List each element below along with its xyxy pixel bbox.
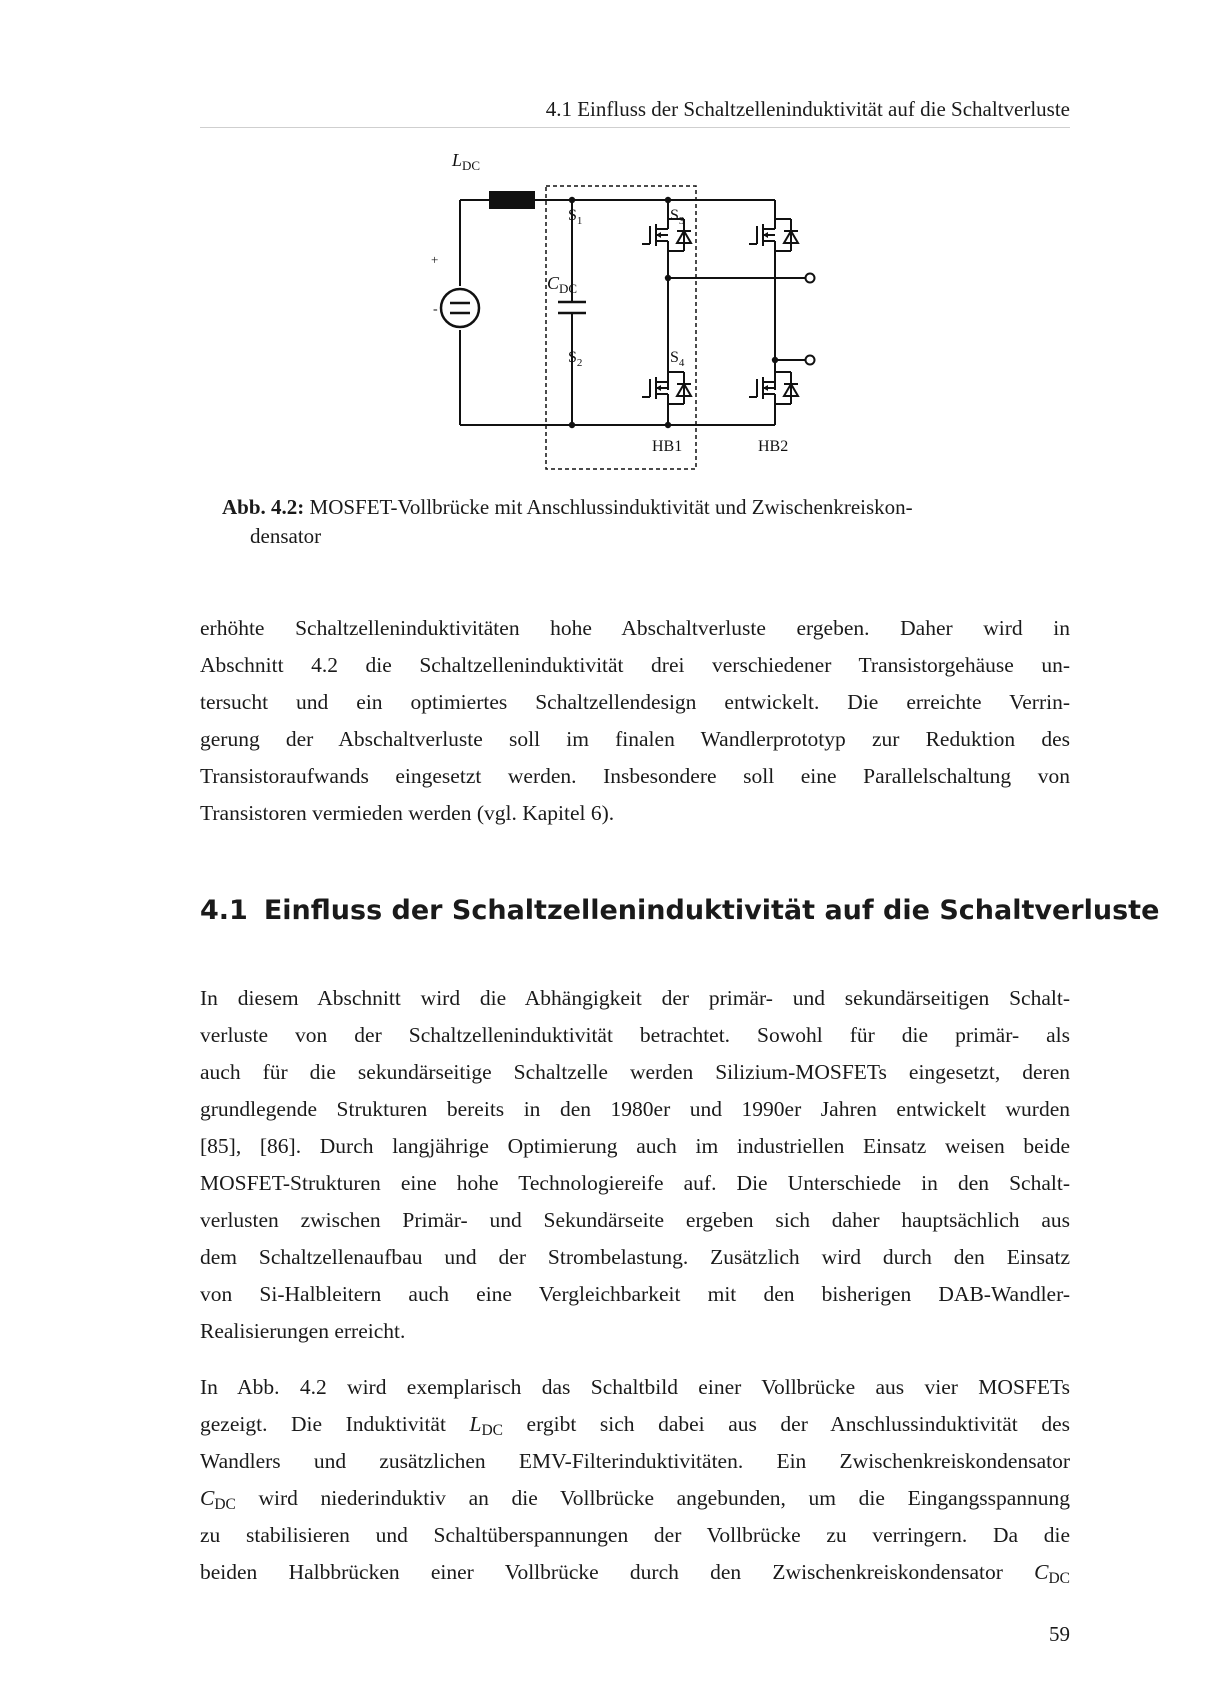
s2-label: $S_2$ bbox=[568, 349, 583, 369]
para1-line: Transistoraufwands eingesetzt werden. Insbesondere soll eine Parallelschaltung von bbox=[200, 764, 1070, 788]
para3-line: Wandlers und zusätzlichen EMV-Filterinduktivitäten. Ein Zwischenkreiskondensator bbox=[200, 1449, 1070, 1473]
section-heading bbox=[200, 894, 1160, 928]
para3-line: gezeigt. Die Induktivität $L_{DC}$ ergibt sich dabei aus der Anschlussinduktivität des bbox=[200, 1412, 1070, 1439]
mosfet-s3 bbox=[749, 215, 798, 255]
para1-line: gerung der Abschaltverluste soll im finalen Wandlerprototyp zur Reduktion des bbox=[200, 727, 1070, 751]
para3-line: $C_{DC}$ wird niederinduktiv an die Vollbrücke angebunden, um die Eingangsspannung bbox=[200, 1486, 1070, 1513]
s4-label: $S_4$ bbox=[670, 349, 685, 369]
capacitor-label: $C_{DC}$ bbox=[547, 273, 578, 296]
minus-sign: - bbox=[433, 302, 438, 317]
figure-caption bbox=[222, 493, 1052, 551]
caption-label: Abb. 4.2: bbox=[222, 495, 305, 519]
para2-line: verlusten zwischen Primär- und Sekundärseite ergeben sich daher hauptsächlich aus bbox=[200, 1208, 1070, 1232]
para3-line: In Abb. 4.2 wird exemplarisch das Schaltbild einer Vollbrücke aus vier MOSFETs bbox=[200, 1375, 1070, 1399]
para2-line: grundlegende Strukturen bereits in den 1980er und 1990er Jahren entwickelt wurden bbox=[200, 1097, 1070, 1121]
halfbridge-dashed-box bbox=[546, 186, 696, 469]
mosfet-s2 bbox=[642, 368, 691, 408]
para2-line: Realisierungen erreicht. bbox=[200, 1319, 406, 1343]
running-head: 4.1 Einfluss der Schaltzelleninduktivität auf die Schaltverluste bbox=[545, 97, 1070, 121]
s3-label: $S_3$ bbox=[670, 207, 685, 227]
output1-terminal bbox=[806, 274, 815, 283]
para2-line: In diesem Abschnitt wird die Abhängigkeit der primär- und sekundärseitigen Schalt- bbox=[200, 986, 1070, 1010]
inductor-label: $L_{DC}$ bbox=[452, 150, 481, 173]
para3-line: beiden Halbbrücken einer Vollbrücke durch den Zwischenkreiskondensator $C_{DC}$ bbox=[200, 1560, 1070, 1587]
paragraph-2 bbox=[200, 980, 1070, 1350]
para1-line: Abschnitt 4.2 die Schaltzelleninduktivität drei verschiedener Transistorgehäuse un- bbox=[200, 653, 1070, 677]
para2-line: dem Schaltzellenaufbau und der Strombelastung. Zusätzlich wird durch den Einsatz bbox=[200, 1245, 1070, 1269]
para3-line: zu stabilisieren und Schaltüberspannungen der Vollbrücke zu verringern. Da die bbox=[200, 1523, 1070, 1547]
caption-text-line2: densator bbox=[250, 524, 322, 548]
circuit-diagram bbox=[420, 150, 860, 475]
hb2-label: HB2 bbox=[758, 438, 789, 455]
paragraph-1 bbox=[200, 610, 1070, 832]
para1-line: tersucht und ein optimiertes Schaltzellendesign entwickelt. Die erreichte Verrin- bbox=[200, 690, 1070, 714]
page-number: 59 bbox=[1049, 1622, 1070, 1646]
para2-line: auch für die sekundärseitige Schaltzelle werden Silizium-MOSFETs eingesetzt, deren bbox=[200, 1060, 1070, 1084]
para2-line: [85], [86]. Durch langjährige Optimierung auch im industriellen Einsatz weisen beide bbox=[200, 1134, 1070, 1158]
para2-line: von Si-Halbleitern auch eine Vergleichbarkeit mit den bisherigen DAB-Wandler- bbox=[200, 1282, 1070, 1306]
s1-label: $S_1$ bbox=[568, 207, 583, 227]
section-number: 4.1 bbox=[200, 895, 248, 926]
plus-sign: + bbox=[431, 252, 439, 267]
inductor-symbol bbox=[489, 191, 535, 209]
para1-line: Transistoren vermieden werden (vgl. Kapitel 6). bbox=[200, 801, 615, 825]
running-head-rule bbox=[200, 127, 1070, 128]
voltage-source-symbol bbox=[441, 289, 479, 327]
mosfet-full-bridge-figure bbox=[420, 150, 860, 475]
paragraph-3 bbox=[200, 1369, 1070, 1591]
para1-line: erhöhte Schaltzelleninduktivitäten hohe Abschaltverluste ergeben. Daher wird in bbox=[200, 616, 1070, 640]
mosfet-s4 bbox=[749, 368, 798, 408]
caption-text-line1: MOSFET-Vollbrücke mit Anschlussinduktivität und Zwischenkreiskon- bbox=[309, 495, 913, 519]
output2-terminal bbox=[806, 356, 815, 365]
para2-line: MOSFET-Strukturen eine hohe Technologiereife auf. Die Unterschiede in den Schalt- bbox=[200, 1171, 1070, 1195]
hb1-label: HB1 bbox=[652, 438, 683, 455]
para2-line: verluste von der Schaltzelleninduktivität betrachtet. Sowohl für die primär- als bbox=[200, 1023, 1070, 1047]
section-title: Einfluss der Schaltzelleninduktivität auf die Schaltverluste bbox=[263, 895, 1160, 926]
